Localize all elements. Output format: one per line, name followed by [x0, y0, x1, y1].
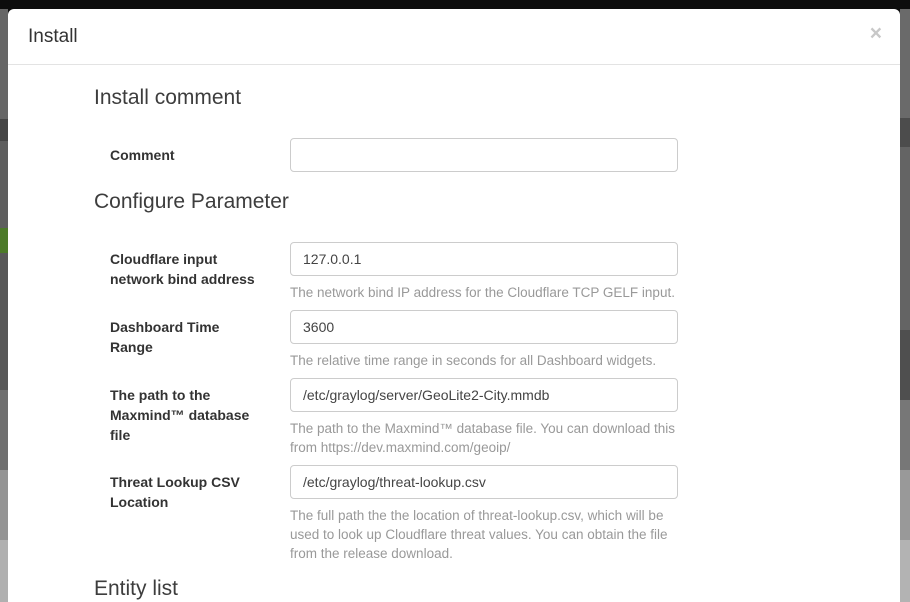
maxmind-db-path-label: The path to the Maxmind™ database file	[110, 387, 250, 443]
threat-lookup-csv-row	[110, 465, 860, 563]
threat-lookup-csv-control	[290, 465, 678, 563]
dashboard-time-range-help: The relative time range in seconds for all Dashboard widgets.	[290, 353, 657, 368]
cloudflare-bind-address-help: The network bind IP address for the Cloudflare TCP GELF input.	[290, 285, 675, 300]
background-green-button-fragment	[0, 228, 8, 253]
close-button[interactable]	[870, 23, 882, 44]
maxmind-db-path-help: The path to the Maxmind™ database file. You can download this from https://dev.maxmind.com/geoip/	[290, 421, 676, 455]
install-modal	[8, 9, 900, 602]
comment-input[interactable]	[290, 138, 678, 172]
cloudflare-bind-address-input[interactable]	[290, 242, 678, 276]
install-comment-heading: Install comment	[94, 86, 242, 109]
cloudflare-bind-address-row	[110, 242, 860, 302]
maxmind-db-path-control	[290, 378, 678, 457]
configure-parameter-heading: Configure Parameter	[94, 190, 289, 213]
dashboard-time-range-control	[290, 310, 678, 370]
dashboard-time-range-input[interactable]	[290, 310, 678, 344]
background-topbar	[0, 0, 910, 9]
close-icon: ×	[869, 22, 882, 45]
cloudflare-bind-address-control	[290, 242, 678, 302]
cloudflare-bind-address-label: Cloudflare input network bind address	[110, 251, 255, 287]
modal-body	[8, 65, 900, 602]
background-right-strip	[900, 9, 910, 602]
maxmind-db-path-row	[110, 378, 860, 457]
dashboard-time-range-label: Dashboard Time Range	[110, 319, 220, 355]
threat-lookup-csv-input[interactable]	[290, 465, 678, 499]
dashboard-time-range-row	[110, 310, 860, 370]
threat-lookup-csv-help: The full path the the location of threat-lookup.csv, which will be used to look up Cloudflare threat values. You can obtain the file from the release download.	[290, 508, 668, 561]
background-left-strip	[0, 9, 8, 602]
comment-control	[290, 138, 678, 172]
modal-title: Install	[28, 25, 78, 47]
maxmind-db-path-input[interactable]	[290, 378, 678, 412]
comment-label: Comment	[110, 147, 175, 163]
threat-lookup-csv-label: Threat Lookup CSV Location	[110, 474, 240, 510]
comment-form-row	[110, 138, 860, 172]
modal-header	[8, 9, 900, 65]
entity-list-heading: Entity list	[94, 577, 179, 600]
